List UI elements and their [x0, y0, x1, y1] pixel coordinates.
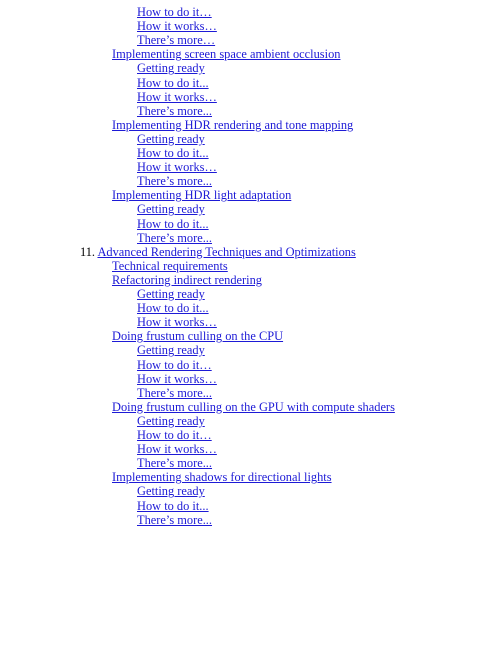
toc-entry-level-3: [137, 301, 209, 315]
section-link[interactable]: Implementing shadows for directional lights: [112, 470, 332, 485]
section-link[interactable]: Refactoring indirect rendering: [112, 272, 263, 287]
toc-entry-level-3: [137, 343, 205, 357]
subsection-link[interactable]: There’s more…: [137, 33, 216, 48]
toc-entry-level-3: [137, 386, 212, 400]
subsection-link[interactable]: How to do it…: [137, 5, 212, 19]
subsection-link[interactable]: Getting ready: [137, 484, 205, 499]
toc-entry-level-2: [112, 188, 291, 202]
subsection-link[interactable]: Getting ready: [137, 413, 205, 428]
subsection-link[interactable]: There’s more...: [137, 385, 213, 400]
subsection-link[interactable]: There’s more...: [137, 456, 213, 471]
subsection-link[interactable]: How to do it...: [137, 75, 209, 90]
toc-entry-level-3: [137, 104, 212, 118]
subsection-link[interactable]: How to do it…: [137, 428, 212, 442]
subsection-link[interactable]: How it works…: [137, 371, 217, 386]
subsection-link[interactable]: Getting ready: [137, 287, 205, 301]
subsection-link[interactable]: Getting ready: [137, 202, 205, 217]
toc-entry-level-3: [137, 76, 209, 90]
section-link[interactable]: Technical requirements: [112, 258, 228, 273]
toc-entry-level-3: [137, 414, 205, 428]
subsection-link[interactable]: There’s more...: [137, 174, 213, 189]
toc-entry-level-2: [112, 470, 332, 484]
toc-entry-level-3: [137, 174, 212, 188]
subsection-link[interactable]: How it works…: [137, 89, 217, 104]
toc-entry-level-2: [112, 400, 395, 414]
toc-entry-level-3: [137, 217, 209, 231]
toc-entry-level-3: [137, 33, 215, 47]
subsection-link[interactable]: How to do it...: [137, 146, 209, 160]
toc-entry-level-3: [137, 132, 205, 146]
toc-entry-level-3: [137, 19, 217, 33]
toc-entry-level-3: [137, 160, 217, 174]
chapter-number: 11.: [80, 244, 96, 259]
toc-entry-level-2: [112, 329, 283, 343]
toc-entry-level-2: [112, 273, 262, 287]
subsection-link[interactable]: How it works…: [137, 315, 217, 330]
chapter-link[interactable]: Advanced Rendering Techniques and Optimizations: [97, 244, 356, 259]
subsection-link[interactable]: How to do it...: [137, 498, 209, 513]
subsection-link[interactable]: How it works…: [137, 160, 217, 175]
toc-entry-level-3: [137, 90, 217, 104]
section-link[interactable]: Doing frustum culling on the CPU: [112, 329, 284, 344]
toc-entry-level-3: [137, 315, 217, 329]
subsection-link[interactable]: Getting ready: [137, 61, 205, 76]
toc-entry-level-3: [137, 231, 212, 245]
toc-entry-level-3: [137, 428, 212, 442]
subsection-link[interactable]: How it works…: [137, 442, 217, 457]
toc-entry-level-3: [137, 484, 205, 498]
toc-entry-level-2: [112, 259, 228, 273]
section-link[interactable]: Implementing screen space ambient occlusion: [112, 47, 341, 62]
subsection-link[interactable]: Getting ready: [137, 343, 205, 358]
toc-entry-level-3: [137, 61, 205, 75]
subsection-link[interactable]: How to do it…: [137, 357, 212, 372]
section-link[interactable]: Implementing HDR light adaptation: [112, 188, 292, 203]
toc-entry-level-3: [137, 5, 212, 19]
subsection-link[interactable]: How to do it...: [137, 216, 209, 231]
subsection-link[interactable]: How it works…: [137, 19, 217, 34]
toc-entry-level-3: [137, 202, 205, 216]
toc-entry-level-2: [112, 47, 340, 61]
section-link[interactable]: Implementing HDR rendering and tone mapping: [112, 117, 354, 132]
toc-entry-level-3: [137, 146, 209, 160]
toc-entry-level-1: [80, 245, 356, 259]
toc-entry-level-3: [137, 499, 209, 513]
toc-entry-level-3: [137, 358, 212, 372]
subsection-link[interactable]: There’s more...: [137, 103, 213, 118]
toc-entry-level-2: [112, 118, 353, 132]
subsection-link[interactable]: There’s more...: [137, 230, 213, 245]
toc-entry-level-3: [137, 456, 212, 470]
subsection-link[interactable]: There’s more...: [137, 512, 213, 527]
subsection-link[interactable]: Getting ready: [137, 131, 205, 146]
toc-entry-level-3: [137, 372, 217, 386]
toc-entry-level-3: [137, 287, 205, 301]
toc-entry-level-3: [137, 513, 212, 527]
toc-entry-level-3: [137, 442, 217, 456]
section-link[interactable]: Doing frustum culling on the GPU with compute shaders: [112, 399, 395, 414]
subsection-link[interactable]: How to do it...: [137, 301, 209, 316]
